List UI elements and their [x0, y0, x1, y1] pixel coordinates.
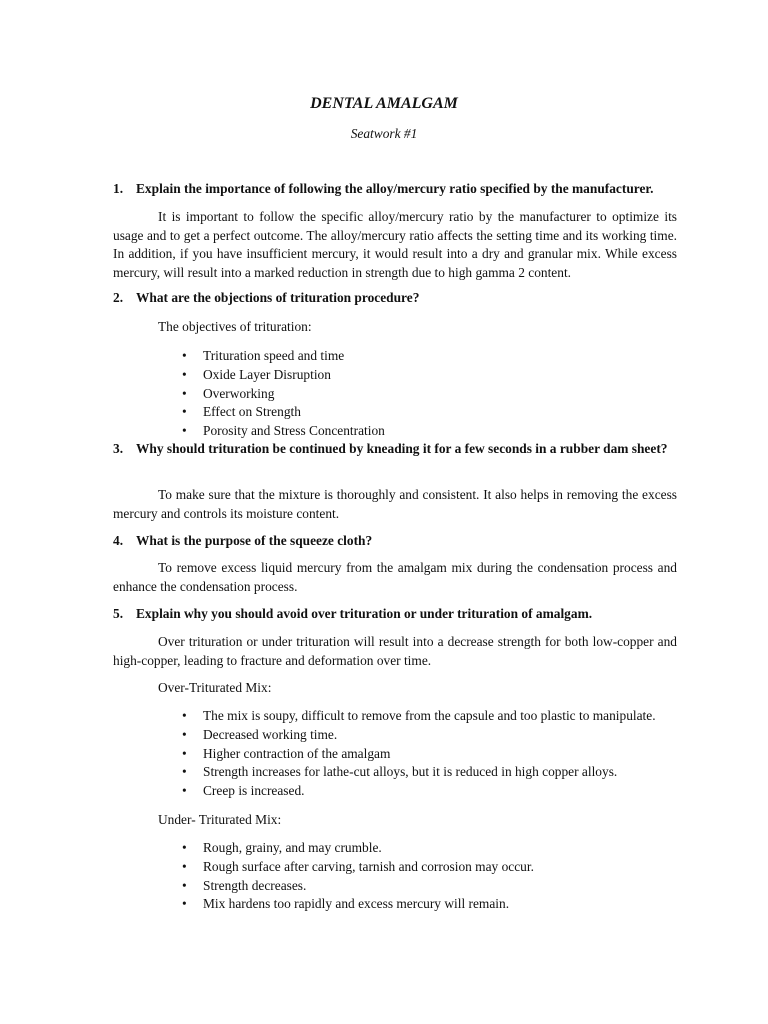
list-item — [180, 895, 534, 914]
list-item-text: Rough, grainy, and may crumble. — [203, 840, 382, 855]
list-item-text: Decreased working time. — [203, 726, 338, 742]
question-4 — [113, 532, 677, 551]
list-item-text: Effect on Strength — [203, 404, 301, 420]
list-item-text: Strength increases for lathe-cut alloys, but it is reduced in high copper alloys. — [203, 764, 618, 780]
list-item-text: Trituration speed and time — [203, 348, 345, 363]
list-item — [180, 347, 385, 366]
answer-1: It is important to follow the specific alloy/mercury ratio by the manufacturer to optimize its usage and to get a perfect outcome. The alloy/mercury ratio affects the setting time and its working time. In addition, if you have insufficient mercury, it would result into a dry and granular mix. While excess mercury, will result into a marked reduction in strength due to high gamma 2 content. — [113, 209, 677, 280]
under-triturated-label: Under- Triturated Mix: — [158, 812, 282, 827]
answer-2-intro: The objectives of trituration: — [158, 319, 312, 334]
list-item — [180, 403, 385, 422]
list-item-text: Overworking — [203, 385, 275, 401]
bullet-icon: • — [182, 423, 187, 439]
list-item — [180, 877, 534, 896]
answer-3: To make sure that the mixture is thoroughly and consistent. It also helps in removing the excess mercury and controls its moisture content. — [113, 487, 677, 521]
under-triturated-list — [180, 839, 534, 914]
list-item — [180, 366, 385, 385]
bullet-icon: • — [182, 366, 187, 382]
question-text: Explain why you should avoid over trituration or under trituration of amalgam. — [136, 606, 593, 621]
objectives-list — [180, 347, 385, 441]
bullet-icon: • — [182, 385, 187, 401]
list-item-text: The mix is soupy, difficult to remove from the capsule and too plastic to manipulate. — [203, 708, 656, 723]
page-subtitle: Seatwork #1 — [350, 126, 418, 141]
list-item — [180, 726, 656, 745]
question-text: Why should trituration be continued by kneading it for a few seconds in a rubber dam sheet? — [136, 441, 668, 456]
question-2 — [113, 289, 677, 308]
answer-5: Over trituration or under trituration will result into a decrease strength for both low-copper and high-copper, leading to fracture and deformation over time. — [113, 634, 677, 668]
bullet-icon: • — [182, 745, 187, 761]
page-title: DENTAL AMALGAM — [310, 95, 458, 112]
list-item — [180, 385, 385, 404]
bullet-icon: • — [182, 726, 187, 742]
list-item — [180, 839, 534, 858]
question-text: Explain the importance of following the alloy/mercury ratio specified by the manufacturer. — [136, 181, 654, 196]
list-item-text: Oxide Layer Disruption — [203, 366, 331, 382]
question-5 — [113, 605, 677, 624]
answer-4: To remove excess liquid mercury from the amalgam mix during the condensation process and enhance the condensation process. — [113, 560, 677, 594]
bullet-icon: • — [182, 858, 187, 874]
question-number: 1. — [113, 181, 124, 196]
over-triturated-list — [180, 707, 656, 801]
list-item-text: Mix hardens too rapidly and excess mercury will remain. — [203, 896, 510, 912]
list-item — [180, 763, 656, 782]
bullet-icon: • — [182, 896, 187, 912]
question-number: 2. — [113, 290, 124, 305]
list-item-text: Creep is increased. — [203, 783, 305, 799]
bullet-icon: • — [182, 348, 187, 363]
question-number: 5. — [113, 606, 124, 621]
list-item — [180, 707, 656, 726]
question-3 — [113, 440, 677, 459]
list-item-text: Higher contraction of the amalgam — [203, 745, 391, 761]
list-item — [180, 745, 656, 764]
bullet-icon: • — [182, 764, 187, 780]
over-triturated-label: Over-Triturated Mix: — [158, 680, 272, 695]
question-text: What are the objections of trituration procedure? — [136, 290, 420, 305]
list-item-text: Strength decreases. — [203, 877, 307, 893]
list-item — [180, 782, 656, 801]
question-text: What is the purpose of the squeeze cloth? — [136, 533, 373, 548]
list-item-text: Rough surface after carving, tarnish and corrosion may occur. — [203, 858, 534, 874]
question-1 — [113, 180, 677, 199]
bullet-icon: • — [182, 877, 187, 893]
list-item — [180, 858, 534, 877]
bullet-icon: • — [182, 840, 187, 855]
question-number: 4. — [113, 533, 124, 548]
bullet-icon: • — [182, 708, 187, 723]
bullet-icon: • — [182, 404, 187, 420]
list-item — [180, 422, 385, 441]
list-item-text: Porosity and Stress Concentration — [203, 423, 385, 439]
bullet-icon: • — [182, 783, 187, 799]
question-number: 3. — [113, 441, 124, 456]
